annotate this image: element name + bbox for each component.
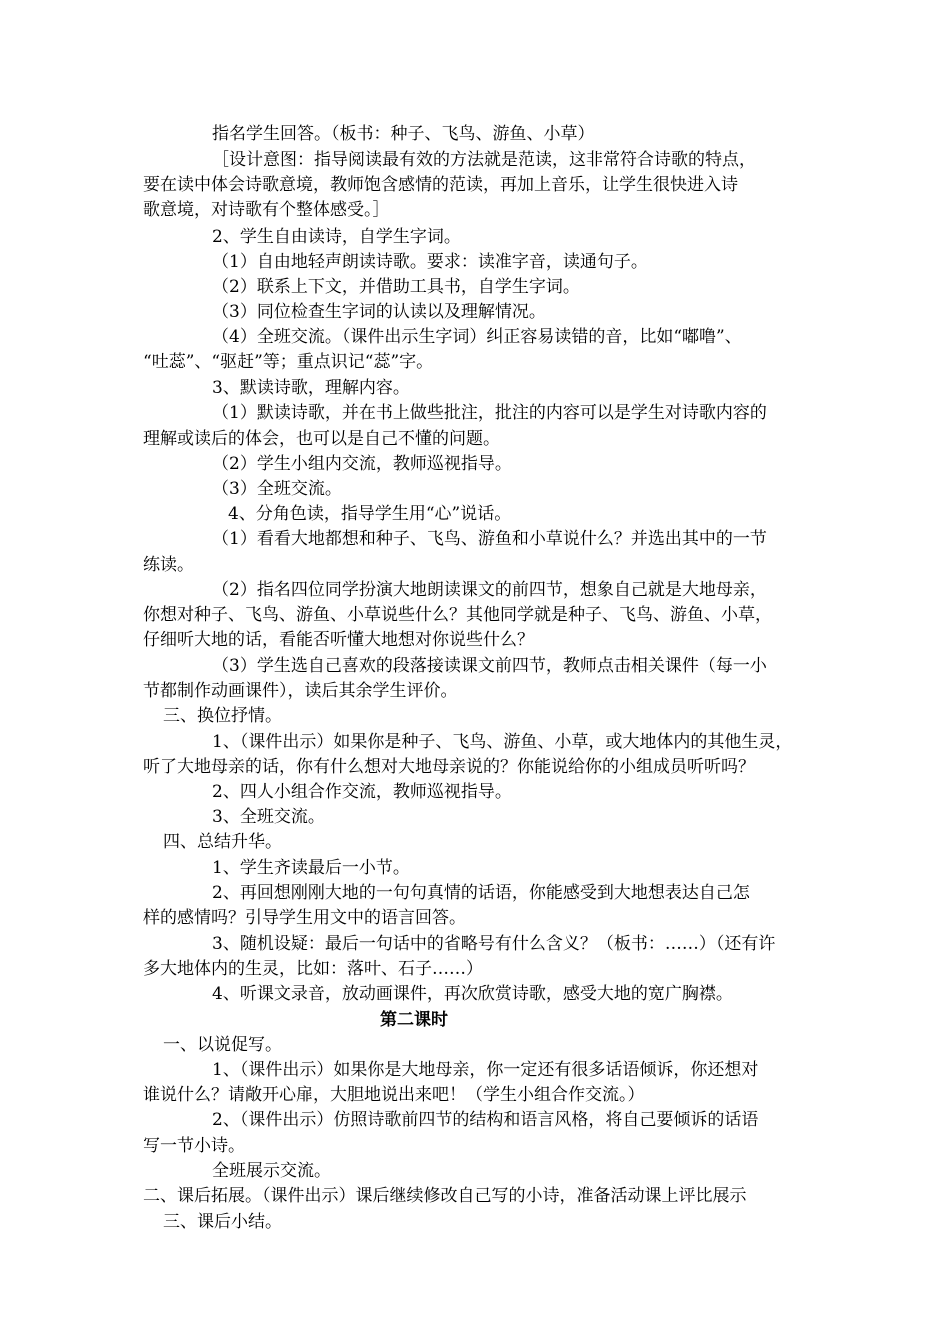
text-line: （4）全班交流。（课件出示生字词）纠正容易读错的音，比如“嘟噜”、 bbox=[212, 327, 742, 347]
text-line: 2、（课件出示）仿照诗歌前四节的结构和语言风格，将自己要倾诉的话语 bbox=[212, 1110, 759, 1130]
text-line: 2、学生自由读诗，自学生字词。 bbox=[212, 227, 461, 247]
text-line: 写一节小诗。 bbox=[143, 1136, 245, 1156]
text-line: 你想对种子、飞鸟、游鱼、小草说些什么？其他同学就是种子、飞鸟、游鱼、小草， bbox=[143, 605, 772, 625]
text-line: 四、总结升华。 bbox=[163, 832, 282, 852]
text-line: （3）同位检查生字词的认读以及理解情况。 bbox=[212, 302, 546, 322]
section-heading: 第二课时 bbox=[380, 1010, 448, 1030]
text-line: （3）学生选自己喜欢的段落接读课文前四节，教师点击相关课件（每一小 bbox=[212, 656, 767, 676]
text-line: 歌意境，对诗歌有个整体感受。］ bbox=[143, 200, 390, 220]
text-line: 理解或读后的体会，也可以是自己不懂的问题。 bbox=[143, 429, 500, 449]
text-line: 听了大地母亲的话，你有什么想对大地母亲说的？你能说给你的小组成员听听吗？ bbox=[143, 757, 755, 777]
text-line: 三、换位抒情。 bbox=[163, 706, 282, 726]
text-line: 全班展示交流。 bbox=[212, 1161, 331, 1181]
text-line: （1）自由地轻声朗读诗歌。要求：读准字音，读通句子。 bbox=[212, 252, 648, 272]
text-line: （3）全班交流。 bbox=[212, 479, 342, 499]
text-line: 1、（课件出示）如果你是大地母亲，你一定还有很多话语倾诉，你还想对 bbox=[212, 1060, 759, 1080]
text-line: 节都制作动画课件），读后其余学生评价。 bbox=[143, 681, 458, 701]
text-line: ［设计意图：指导阅读最有效的方法就是范读，这非常符合诗歌的特点， bbox=[212, 150, 756, 170]
text-line: 3、默读诗歌，理解内容。 bbox=[212, 378, 410, 398]
text-line: 三、课后小结。 bbox=[163, 1212, 282, 1232]
text-line: 2、再回想刚刚大地的一句句真情的话语，你能感受到大地想表达自己怎 bbox=[212, 883, 750, 903]
text-line: 练读。 bbox=[143, 555, 194, 575]
text-line: 3、全班交流。 bbox=[212, 807, 325, 827]
text-line: 一、以说促写。 bbox=[163, 1035, 282, 1055]
text-line: 2、四人小组合作交流，教师巡视指导。 bbox=[212, 782, 512, 802]
text-line: 4、分角色读，指导学生用“心”说话。 bbox=[228, 504, 512, 524]
text-line: 二、课后拓展。（课件出示）课后继续修改自己写的小诗，准备活动课上评比展示 bbox=[143, 1186, 747, 1206]
text-line: 谁说什么？请敞开心扉，大胆地说出来吧！（学生小组合作交流。） bbox=[143, 1085, 645, 1105]
text-line: 样的感情吗？引导学生用文中的语言回答。 bbox=[143, 908, 466, 928]
text-line: 4、听课文录音，放动画课件，再次欣赏诗歌，感受大地的宽广胸襟。 bbox=[212, 984, 733, 1004]
text-line: 3、随机设疑：最后一句话中的省略号有什么含义？（板书：……）（还有许 bbox=[212, 934, 776, 954]
text-line: 要在读中体会诗歌意境，教师饱含感情的范读，再加上音乐，让学生很快进入诗 bbox=[143, 175, 738, 195]
text-line: （2）指名四位同学扮演大地朗读课文的前四节，想象自己就是大地母亲， bbox=[212, 580, 767, 600]
text-line: 多大地体内的生灵，比如：落叶、石子……） bbox=[143, 959, 483, 979]
text-line: （2）联系上下文，并借助工具书，自学生字词。 bbox=[212, 277, 580, 297]
text-line: 仔细听大地的话，看能否听懂大地想对你说些什么？ bbox=[143, 630, 534, 650]
text-line: 指名学生回答。（板书：种子、飞鸟、游鱼、小草） bbox=[212, 124, 595, 144]
text-line: “吐蕊”、“驱赶”等；重点识记“蕊”字。 bbox=[143, 352, 434, 372]
text-line: （1）看看大地都想和种子、飞鸟、游鱼和小草说什么？并选出其中的一节 bbox=[212, 529, 767, 549]
text-line: 1、学生齐读最后一小节。 bbox=[212, 858, 410, 878]
text-line: （1）默读诗歌，并在书上做些批注，批注的内容可以是学生对诗歌内容的 bbox=[212, 403, 767, 423]
text-line: 1、（课件出示）如果你是种子、飞鸟、游鱼、小草，或大地体内的其他生灵， bbox=[212, 732, 793, 752]
text-line: （2）学生小组内交流，教师巡视指导。 bbox=[212, 454, 512, 474]
